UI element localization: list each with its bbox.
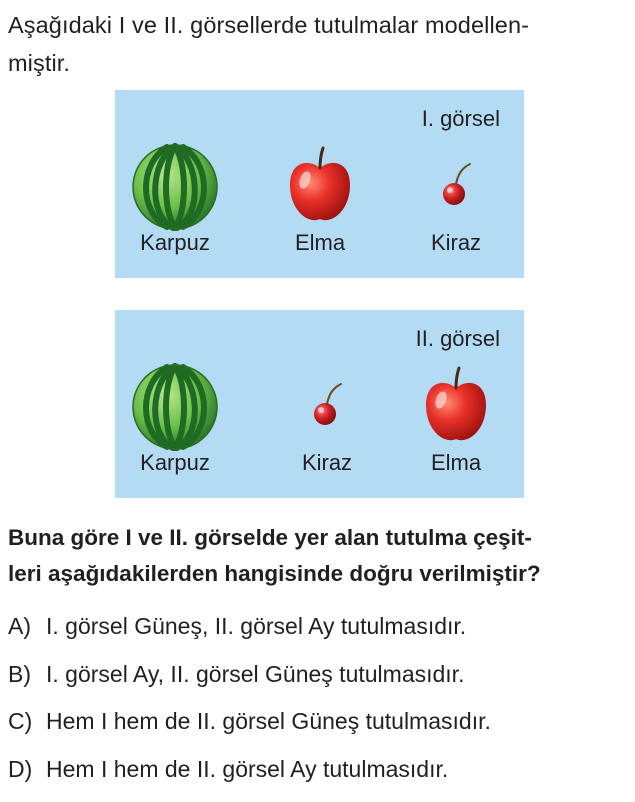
watermelon-icon [115,130,235,240]
option-text: I. görsel Güneş, II. görsel Ay tutulmasıdır. [46,613,467,639]
option-text: Hem I hem de II. görsel Güneş tutulmasıdır. [46,708,491,734]
option-text: Hem I hem de II. görsel Ay tutulmasıdır. [46,755,449,782]
fruit-karpuz [115,310,235,498]
apple-icon [260,130,380,240]
intro-text [8,6,628,82]
fruit-label: Kiraz [301,450,353,475]
panel-gorsel-2 [115,310,524,498]
panel-title: II. görsel [415,326,500,351]
intro-line-1: Aşağıdaki I ve II. görsellerde tutulmalar modellen- [8,12,530,38]
option-letter: B) [8,660,31,687]
question-line-2: leri aşağıdakilerden hangisinde doğru verilmiştir? [8,561,541,586]
fruit-label: Kiraz [430,230,482,255]
question-text [8,520,632,592]
fruit-label: Elma [294,230,346,255]
fruit-elma [396,310,516,498]
intro-line-2: miştir. [8,50,71,76]
option-letter: A) [8,613,31,639]
fruit-karpuz [115,90,235,278]
fruit-kiraz [267,310,387,498]
answer-options [8,603,628,793]
cherry-icon [396,130,516,240]
panel-title: I. görsel [421,106,500,131]
question-line-1: Buna göre I ve II. görselde yer alan tutulma çeşit- [8,525,532,550]
option-c[interactable] [8,698,628,746]
fruit-kiraz [396,90,516,278]
option-b[interactable] [8,651,628,699]
fruit-elma [260,90,380,278]
option-d[interactable] [8,746,628,794]
fruit-label: Karpuz [140,230,210,255]
option-letter: C) [8,708,33,734]
cherry-icon [267,350,387,460]
option-letter: D) [8,755,33,782]
option-text: I. görsel Ay, II. görsel Güneş tutulmasıdır. [46,660,465,687]
panel-gorsel-1 [115,90,524,278]
watermelon-icon [115,350,235,460]
option-a[interactable] [8,603,628,651]
fruit-label: Elma [430,450,482,475]
fruit-label: Karpuz [140,450,210,475]
apple-icon [396,350,516,460]
